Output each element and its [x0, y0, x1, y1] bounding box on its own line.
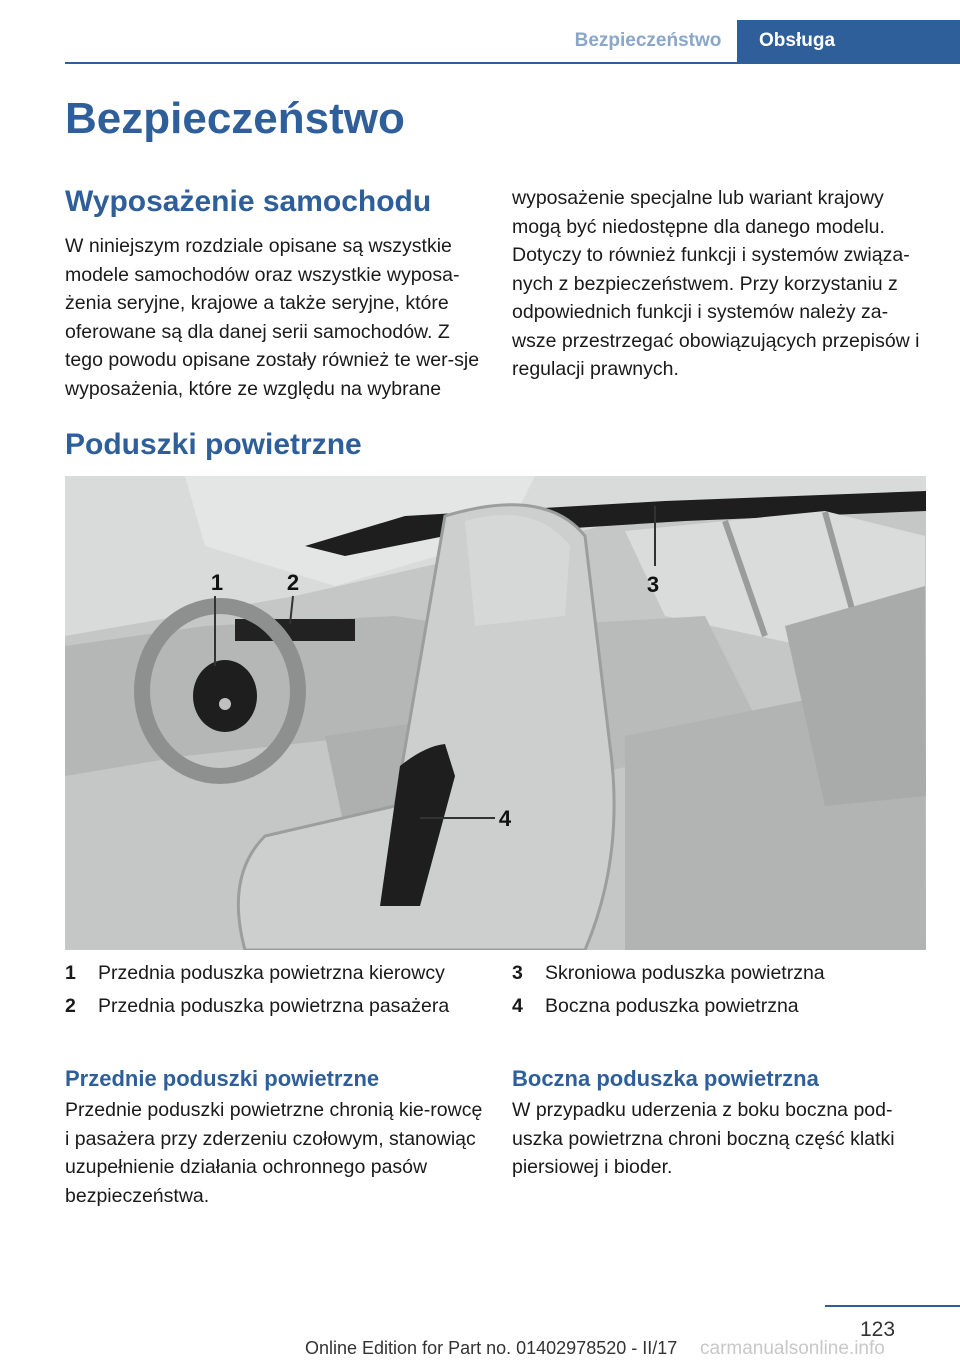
header-rule	[65, 62, 960, 64]
subheading-front-airbags: Przednie poduszki powietrzne	[65, 1066, 380, 1091]
legend-item: 2 Przednia poduszka powietrzna pasażera	[65, 995, 450, 1017]
figure-legend-right	[512, 957, 932, 1023]
side-airbag-text: W przypadku uderzenia z boku boczna pod‐uszka powietrzna chroni boczną część klatki piersiowej i bioder.	[512, 1099, 895, 1178]
callout-2: 2	[286, 570, 300, 595]
equipment-text-col2: wyposażenie specjalne lub wariant krajowy mogą być niedostępne dla danego modelu. Dotyczy to również funkcji i systemów związa‐nych z bezpieczeństwem. Przy korzystaniu z odpowiednich funkcji i systemów należy za‐wsze przestrzegać obowiązujących przepisów i regulacji prawnych.	[512, 187, 920, 380]
header-section-label: Bezpieczeństwo	[574, 30, 722, 51]
callout-3: 3	[646, 572, 660, 597]
section-heading-airbags: Poduszki powietrzne	[65, 428, 362, 461]
callout-1: 1	[210, 570, 224, 595]
legend-item: 3 Skroniowa poduszka powietrzna	[512, 962, 825, 984]
section-heading-equipment: Wyposażenie samochodu	[65, 185, 432, 218]
front-airbags-text: Przednie poduszki powietrzne chronią kie‐rowcę i pasażera przy zderzeniu czołowym, stanowiąc uzupełnienie działania ochronnego pasów bezpieczeństwa.	[65, 1099, 483, 1207]
page-number: 123	[860, 1318, 896, 1341]
chapter-title: Bezpieczeństwo	[65, 94, 405, 143]
footer-rule	[825, 1305, 960, 1307]
callout-4: 4	[498, 806, 512, 831]
footer-edition: Online Edition for Part no. 01402978520 - II/17	[305, 1338, 678, 1358]
car-interior-illustration	[65, 476, 926, 950]
equipment-text-col1: W niniejszym rozdziale opisane są wszystkie modele samochodów oraz wszystkie wyposa‐żenia seryjne, krajowe a także seryjne, które oferowane są dla danej serii samochodów. Z tego powodu opisane zostały również te wer‐sje wyposażenia, które ze względu na wybrane	[65, 235, 480, 400]
legend-item: 1 Przednia poduszka powietrzna kierowcy	[65, 962, 445, 984]
watermark: carmanualsonline.info	[700, 1338, 885, 1359]
figure-legend-left	[65, 957, 485, 1023]
subheading-side-airbag: Boczna poduszka powietrzna	[512, 1066, 819, 1091]
header-tab-obsluga[interactable]: Obsługa	[737, 20, 960, 62]
legend-item: 4 Boczna poduszka powietrzna	[512, 995, 799, 1017]
